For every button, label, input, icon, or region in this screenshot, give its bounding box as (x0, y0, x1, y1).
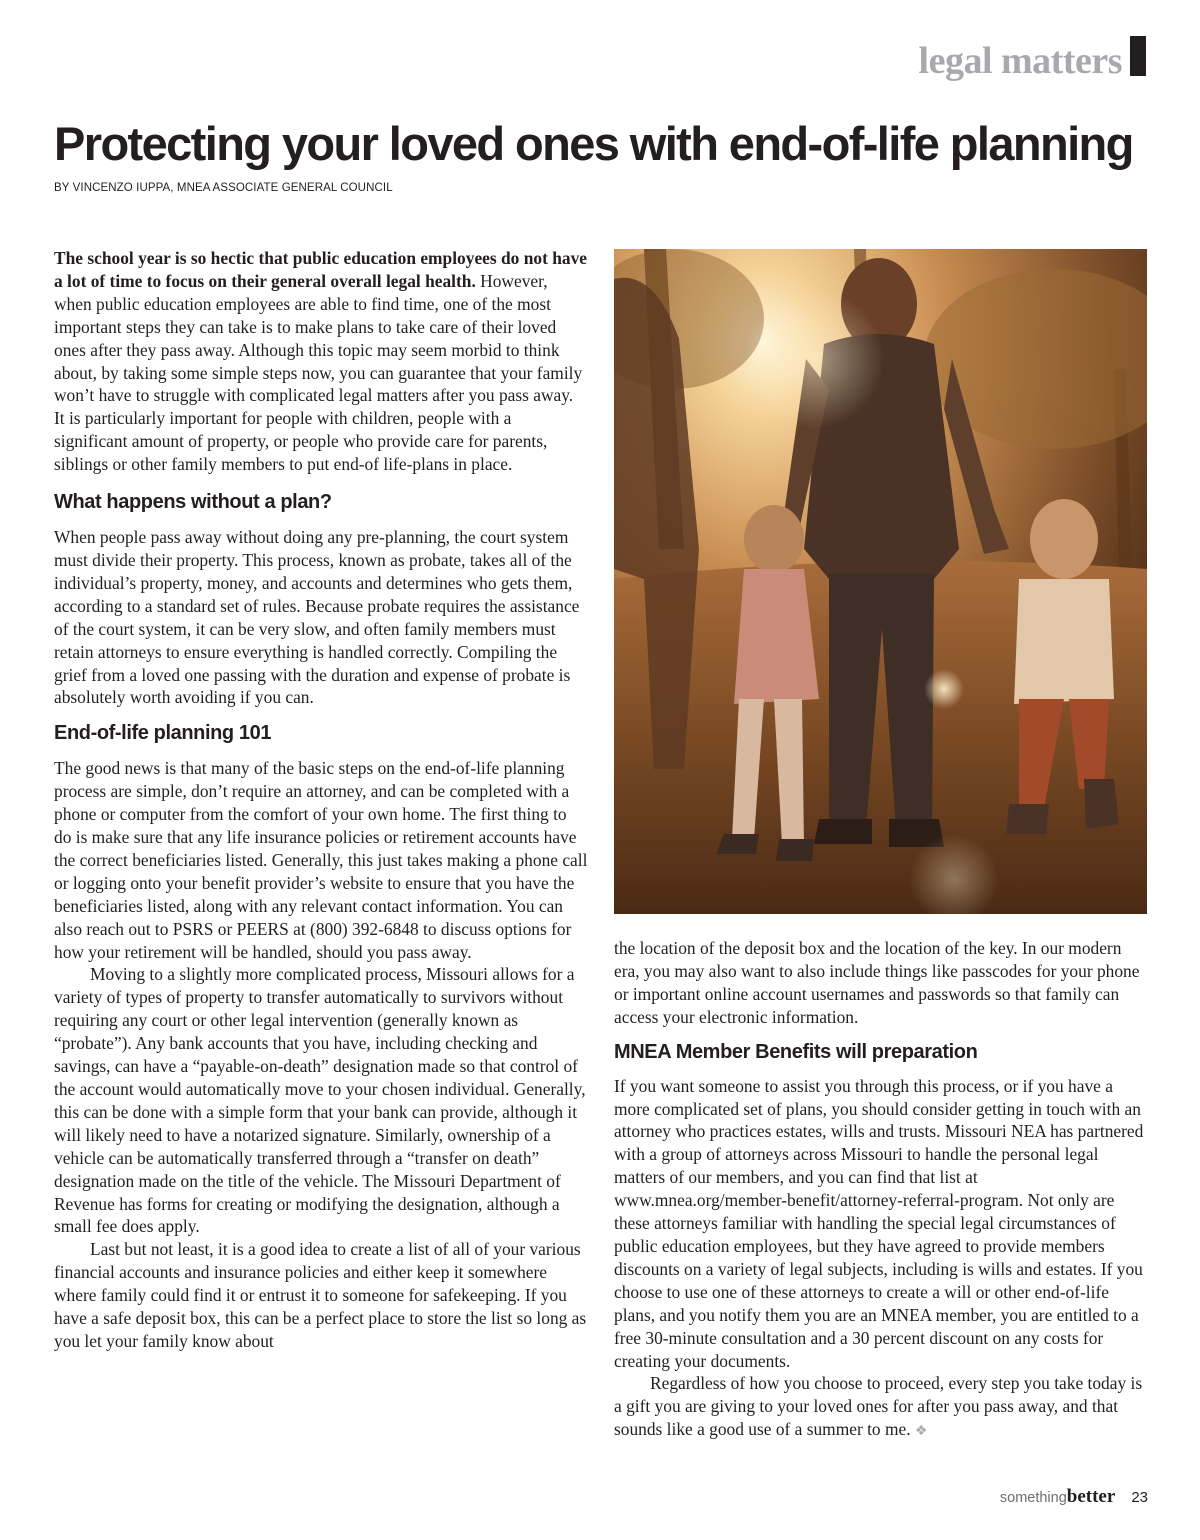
closing-text: Regardless of how you choose to proceed, every step you take today is a gift you are giving to your loved ones for after you pass away, and that sounds like a good use of a summer to me. (614, 1373, 1143, 1440)
section-label: legal matters (918, 40, 1122, 82)
paragraph-planning-101-3: Last but not least, it is a good idea to create a list of all of your various financial accounts and insurance policies and either keep it somewhere where family could find it or entrust it to someone for safekeeping. If you have a safe deposit box, this can be a perfect place to store the list so long as you let your family know about (54, 1239, 587, 1351)
paragraph-planning-101-1: The good news is that many of the basic steps on the end-of-life planning process are simple, don’t require an attorney, and can be completed with a phone or computer from the comfort of your own home. The first thing to do is make sure that any life insurance policies or retirement accounts have the correct beneficiaries listed. Generally, this just takes making a phone call or logging onto your benefit provider’s website to ensure that you have the beneficiaries listed, along with any relevant contact information. You can also reach out to PSRS or PEERS at (800) 392-6848 to discuss options for how your retirement will be handled, should you pass away. (54, 758, 588, 962)
lead-body-text: However, when public education employees are able to find time, one of the most important steps they can take is to make plans to take care of their loved ones after they pass away. Although this topic may seem morbid to think about, by taking some simple steps now, you can guarantee that your family won’t have to struggle with complicated legal matters after you pass away. It is particularly important for people with children, people with a significant amount of property, or people who provide care for parents, siblings or other family members to put end-of life-plans in place. (54, 270, 583, 475)
article-byline: BY VINCENZO IUPPA, MNEA ASSOCIATE GENERAL COUNCIL (54, 182, 393, 194)
end-of-article-icon: ❖ (914, 1424, 928, 1440)
subheading-member-benefits: MNEA Member Benefits will preparation (614, 1040, 978, 1063)
lead-bold-text: The school year is so hectic that public education employees do not have a lot of time to focus on their general overall legal health. (54, 248, 587, 291)
lead-paragraph (54, 247, 588, 476)
magazine-name-light: something (999, 1490, 1067, 1506)
paragraph-closing (614, 1372, 1147, 1444)
family-autumn-photo (614, 249, 1147, 914)
right-column (614, 937, 1147, 1444)
section-marker-bar (1130, 36, 1146, 76)
subheading-planning-101: End-of-life planning 101 (54, 722, 272, 745)
subheading-without-plan: What happens without a plan? (54, 491, 332, 514)
magazine-name-bold: better (1066, 1486, 1116, 1507)
page-number: 23 (1131, 1489, 1148, 1506)
left-column (54, 247, 588, 1353)
article-title: Protecting your loved ones with end-of-life planning (54, 117, 1133, 170)
paragraph-planning-101-3-continued: the location of the deposit box and the location of the key. In our modern era, you may also want to also include things like passcodes for your phone or important online account usernames and passwords so that family can access your electronic information. (614, 938, 1140, 1027)
page-footer (1000, 1487, 1148, 1508)
paragraph-planning-101-2: Moving to a slightly more complicated process, Missouri allows for a variety of types of property to transfer automatically to survivors without requiring any court or other legal intervention (generally known as “probate”). Any bank accounts that you have, including checking and savings, can have a “payable-on-death” designation made so that control of the account would automatically move to your chosen individual. Generally, this can be done with a simple form that your bank can provide, although it will likely need to have a notarized signature. Similarly, ownership of a vehicle can be automatically transferred through a “transfer on death” designation made on the title of the vehicle. The Missouri Department of Revenue has forms for creating or modifying the designation, although a small fee does apply. (54, 964, 586, 1237)
paragraph-member-benefits-1: If you want someone to assist you through this process, or if you have a more complicated set of plans, you should consider getting in touch with an attorney who practices estates, wills and trusts. Missouri NEA has partnered with a group of attorneys across Missouri to handle the personal legal matters of our members, and you can find that list at www.mnea.org/member-benefit/attorney-referral-program. Not only are these attorneys familiar with handling the special legal circumstances of public education employees, but they have agreed to provide members discounts on a variety of legal subjects, including is wills and estates. If you choose to use one of these attorneys to create a will or other end-of-life plans, and you notify them you are an MNEA member, you are entitled to a free 30-minute consultation and a 30 percent discount on any costs for creating your documents. (614, 1075, 1144, 1371)
paragraph-without-plan: When people pass away without doing any pre-planning, the court system must divide their property. This process, known as probate, takes all of the individual’s property, money, and accounts and determines who gets them, according to a standard set of rules. Because probate requires the assistance of the court system, it can be very slow, and often family members must retain attorneys to ensure everything is handled correctly. Compiling the grief from a loved one passing with the duration and expense of probate is absolutely worth avoiding if you can. (54, 527, 580, 708)
